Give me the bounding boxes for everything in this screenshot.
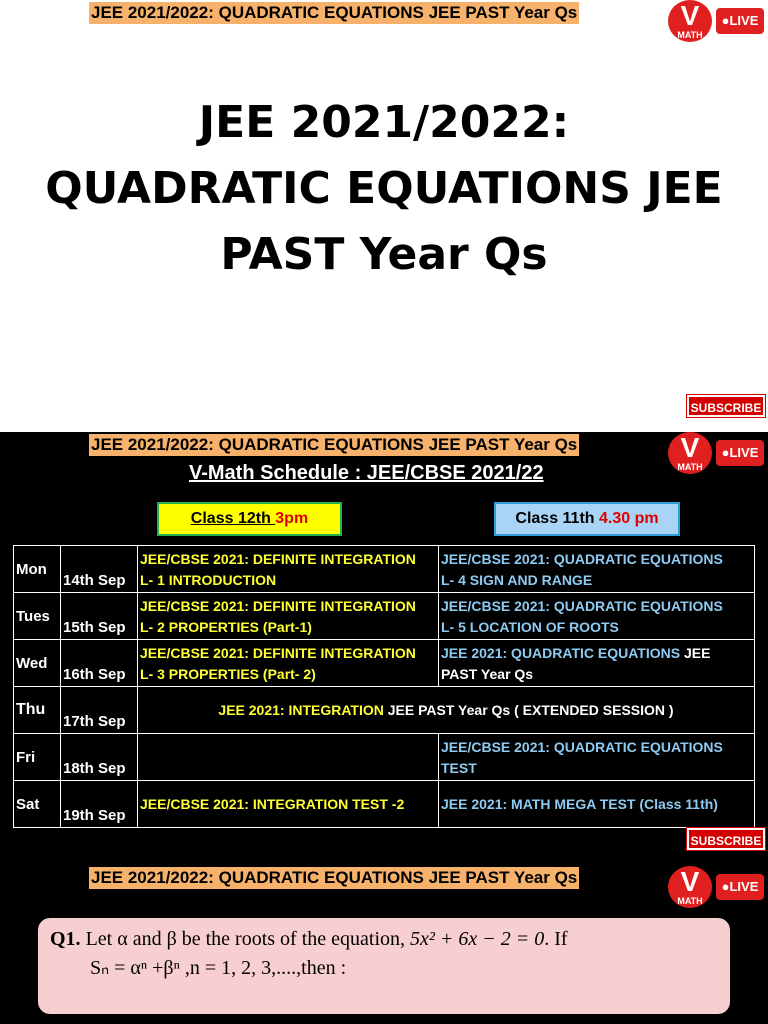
vmath-logo-icon bbox=[668, 0, 712, 42]
class12-cell bbox=[138, 734, 439, 781]
class11-cell bbox=[439, 640, 755, 687]
topic-banner: JEE 2021/2022: QUADRATIC EQUATIONS JEE PAST Year Qs bbox=[91, 3, 578, 22]
logo-letter: V bbox=[680, 0, 700, 31]
channel-logo bbox=[668, 866, 766, 908]
slide-question bbox=[0, 864, 768, 1024]
class11-time: 4.30 pm bbox=[599, 510, 659, 527]
cell-line: TEST bbox=[441, 760, 477, 776]
class12-cell bbox=[138, 640, 439, 687]
cell-line: PAST Year Qs bbox=[441, 666, 534, 682]
logo-text: MATH bbox=[677, 462, 703, 472]
date-cell: 17th Sep bbox=[61, 687, 138, 734]
slide-schedule bbox=[0, 432, 768, 864]
class11-cell bbox=[439, 734, 755, 781]
date-cell: 14th Sep bbox=[61, 546, 138, 593]
day-cell: Fri bbox=[14, 734, 61, 781]
question-number: Q1. bbox=[50, 928, 81, 950]
question-text: . If bbox=[544, 928, 568, 950]
live-badge: ●LIVE bbox=[716, 8, 764, 34]
table-row bbox=[14, 593, 755, 640]
date-cell: 15th Sep bbox=[61, 593, 138, 640]
class11-cell bbox=[439, 546, 755, 593]
table-row bbox=[14, 687, 755, 734]
cell-line: L- 2 PROPERTIES (Part-1) bbox=[140, 619, 312, 635]
question-line-1 bbox=[50, 928, 718, 951]
logo-text: MATH bbox=[677, 30, 703, 40]
cell-line: JEE/CBSE 2021: DEFINITE INTEGRATION bbox=[140, 551, 416, 567]
logo-text: MATH bbox=[677, 896, 703, 906]
day-cell: Mon bbox=[14, 546, 61, 593]
table-row bbox=[14, 781, 755, 828]
title-line-1: JEE 2021/2022: bbox=[198, 97, 570, 148]
day-cell: Thu bbox=[14, 687, 61, 734]
question-text: Let α and β be the roots of the equation, bbox=[80, 928, 411, 950]
question-line-2: Sₙ = αⁿ +βⁿ ,n = 1, 2, 3,....,then : bbox=[90, 957, 347, 979]
table-row bbox=[14, 734, 755, 781]
class12-cell bbox=[138, 546, 439, 593]
page-title bbox=[30, 90, 738, 288]
class12-cell: JEE/CBSE 2021: INTEGRATION TEST -2 bbox=[138, 781, 439, 828]
topic-banner: JEE 2021/2022: QUADRATIC EQUATIONS JEE PAST Year Qs bbox=[91, 868, 578, 887]
date-cell: 18th Sep bbox=[61, 734, 138, 781]
cell-text: JEE 2021: QUADRATIC EQUATIONS bbox=[441, 645, 681, 661]
cell-line: JEE/CBSE 2021: DEFINITE INTEGRATION bbox=[140, 598, 416, 614]
logo-letter: V bbox=[680, 432, 700, 463]
cell-line: JEE/CBSE 2021: QUADRATIC EQUATIONS bbox=[441, 739, 723, 755]
cell-line: L- 5 LOCATION OF ROOTS bbox=[441, 619, 619, 635]
cell-line: L- 1 INTRODUCTION bbox=[140, 572, 277, 588]
live-badge: ●LIVE bbox=[716, 874, 764, 900]
title-line-2: QUADRATIC EQUATIONS JEE bbox=[45, 163, 723, 214]
extended-session-cell bbox=[138, 687, 755, 734]
subscribe-button[interactable]: SUBSCRIBE bbox=[687, 828, 765, 850]
day-cell: Tues bbox=[14, 593, 61, 640]
slide-title bbox=[0, 0, 768, 432]
cell-line: JEE/CBSE 2021: DEFINITE INTEGRATION bbox=[140, 645, 416, 661]
class11-label: Class 11th bbox=[515, 510, 599, 527]
cell-line: JEE/CBSE 2021: QUADRATIC EQUATIONS bbox=[441, 551, 723, 567]
question-box bbox=[38, 918, 730, 1014]
class12-box bbox=[157, 502, 342, 536]
class12-label: Class 12th bbox=[190, 510, 276, 527]
class12-time: 3pm bbox=[275, 510, 309, 527]
vmath-logo-icon bbox=[668, 866, 712, 908]
cell-line: JEE/CBSE 2021: QUADRATIC EQUATIONS bbox=[441, 598, 723, 614]
channel-logo bbox=[668, 0, 766, 42]
subscribe-button[interactable]: SUBSCRIBE bbox=[687, 395, 765, 417]
day-cell: Wed bbox=[14, 640, 61, 687]
date-cell: 16th Sep bbox=[61, 640, 138, 687]
live-badge: ●LIVE bbox=[716, 440, 764, 466]
logo-letter: V bbox=[680, 866, 700, 897]
cell-text: JEE PAST Year Qs ( EXTENDED SESSION ) bbox=[383, 702, 674, 718]
day-cell: Sat bbox=[14, 781, 61, 828]
class11-cell bbox=[439, 593, 755, 640]
schedule-table bbox=[13, 545, 755, 828]
question-equation: 5x² + 6x − 2 = 0 bbox=[410, 928, 545, 950]
channel-logo bbox=[668, 432, 766, 474]
title-line-3: PAST Year Qs bbox=[220, 229, 548, 280]
class11-cell: JEE 2021: MATH MEGA TEST (Class 11th) bbox=[439, 781, 755, 828]
vmath-logo-icon bbox=[668, 432, 712, 474]
table-row bbox=[14, 640, 755, 687]
class11-box bbox=[494, 502, 680, 536]
cell-line: L- 3 PROPERTIES (Part- 2) bbox=[140, 666, 316, 682]
cell-text: JEE bbox=[680, 645, 711, 661]
date-cell: 19th Sep bbox=[61, 781, 138, 828]
topic-banner: JEE 2021/2022: QUADRATIC EQUATIONS JEE PAST Year Qs bbox=[91, 435, 578, 454]
class12-cell bbox=[138, 593, 439, 640]
cell-line bbox=[441, 643, 752, 664]
table-row bbox=[14, 546, 755, 593]
schedule-title: V-Math Schedule : JEE/CBSE 2021/22 bbox=[189, 462, 544, 484]
cell-text: JEE 2021: INTEGRATION bbox=[218, 702, 384, 718]
cell-line: L- 4 SIGN AND RANGE bbox=[441, 572, 593, 588]
